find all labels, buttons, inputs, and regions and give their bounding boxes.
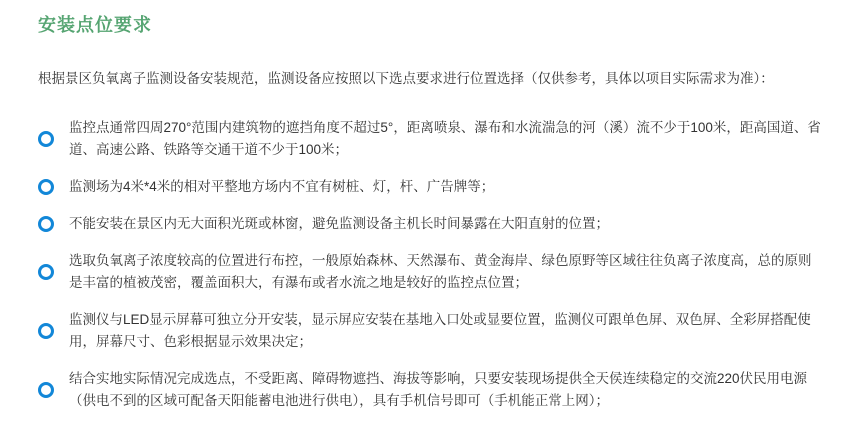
- list-item-text: 监测仪与LED显示屏幕可独立分开安装，显示屏应安装在基地入口处或显要位置，监测仪可跟单色屏、双色屏、全彩屏搭配使用，屏幕尺寸、色彩根据显示效果决定；: [69, 312, 811, 349]
- requirements-list: [38, 117, 822, 412]
- list-item: [38, 309, 822, 353]
- list-item: [38, 117, 822, 161]
- bullet-circle-icon: [38, 131, 54, 147]
- list-item: [38, 176, 822, 198]
- bullet-circle-icon: [38, 216, 54, 232]
- intro-text: 根据景区负氧离子监测设备安装规范，监测设备应按照以下选点要求进行位置选择（仅供参考，具体以项目实际需求为准）：: [38, 71, 774, 86]
- bullet-circle-icon: [38, 382, 54, 398]
- list-item: [38, 213, 822, 235]
- bullet-circle-icon: [38, 323, 54, 339]
- list-item-text: 监控点通常四周270°范围内建筑物的遮挡角度不超过5°，距离喷泉、瀑布和水流湍急的河（溪）流不少于100米，距高国道、省道、高速公路、铁路等交通干道不少于100米；: [69, 120, 821, 157]
- list-item-text: 选取负氧离子浓度较高的位置进行布控，一般原始森林、天然瀑布、黄金海岸、绿色原野等区域往往负离子浓度高，总的原则是丰富的植被茂密，覆盖面积大，有瀑布或者水流之地是较好的监控点位置；: [69, 253, 812, 290]
- bullet-circle-icon: [38, 264, 54, 280]
- list-item-text: 监测场为4米*4米的相对平整地方场内不宜有树桩、灯，杆、广告牌等；: [69, 179, 495, 194]
- list-item-text: 结合实地实际情况完成选点，不受距离、障碍物遮挡、海拔等影响，只要安装现场提供全天侯连续稳定的交流220伏民用电源（供电不到的区域可配备天阳能蓄电池进行供电），具有手机信号即可（手机能正常上网）；: [69, 371, 808, 408]
- list-item: [38, 250, 822, 294]
- list-item-text: 不能安装在景区内无大面积光斑或林窗，避免监测设备主机长时间暴露在大阳直射的位置；: [69, 216, 609, 231]
- page-title: 安装点位要求: [38, 15, 152, 35]
- bullet-circle-icon: [38, 179, 54, 195]
- list-item: [38, 368, 822, 412]
